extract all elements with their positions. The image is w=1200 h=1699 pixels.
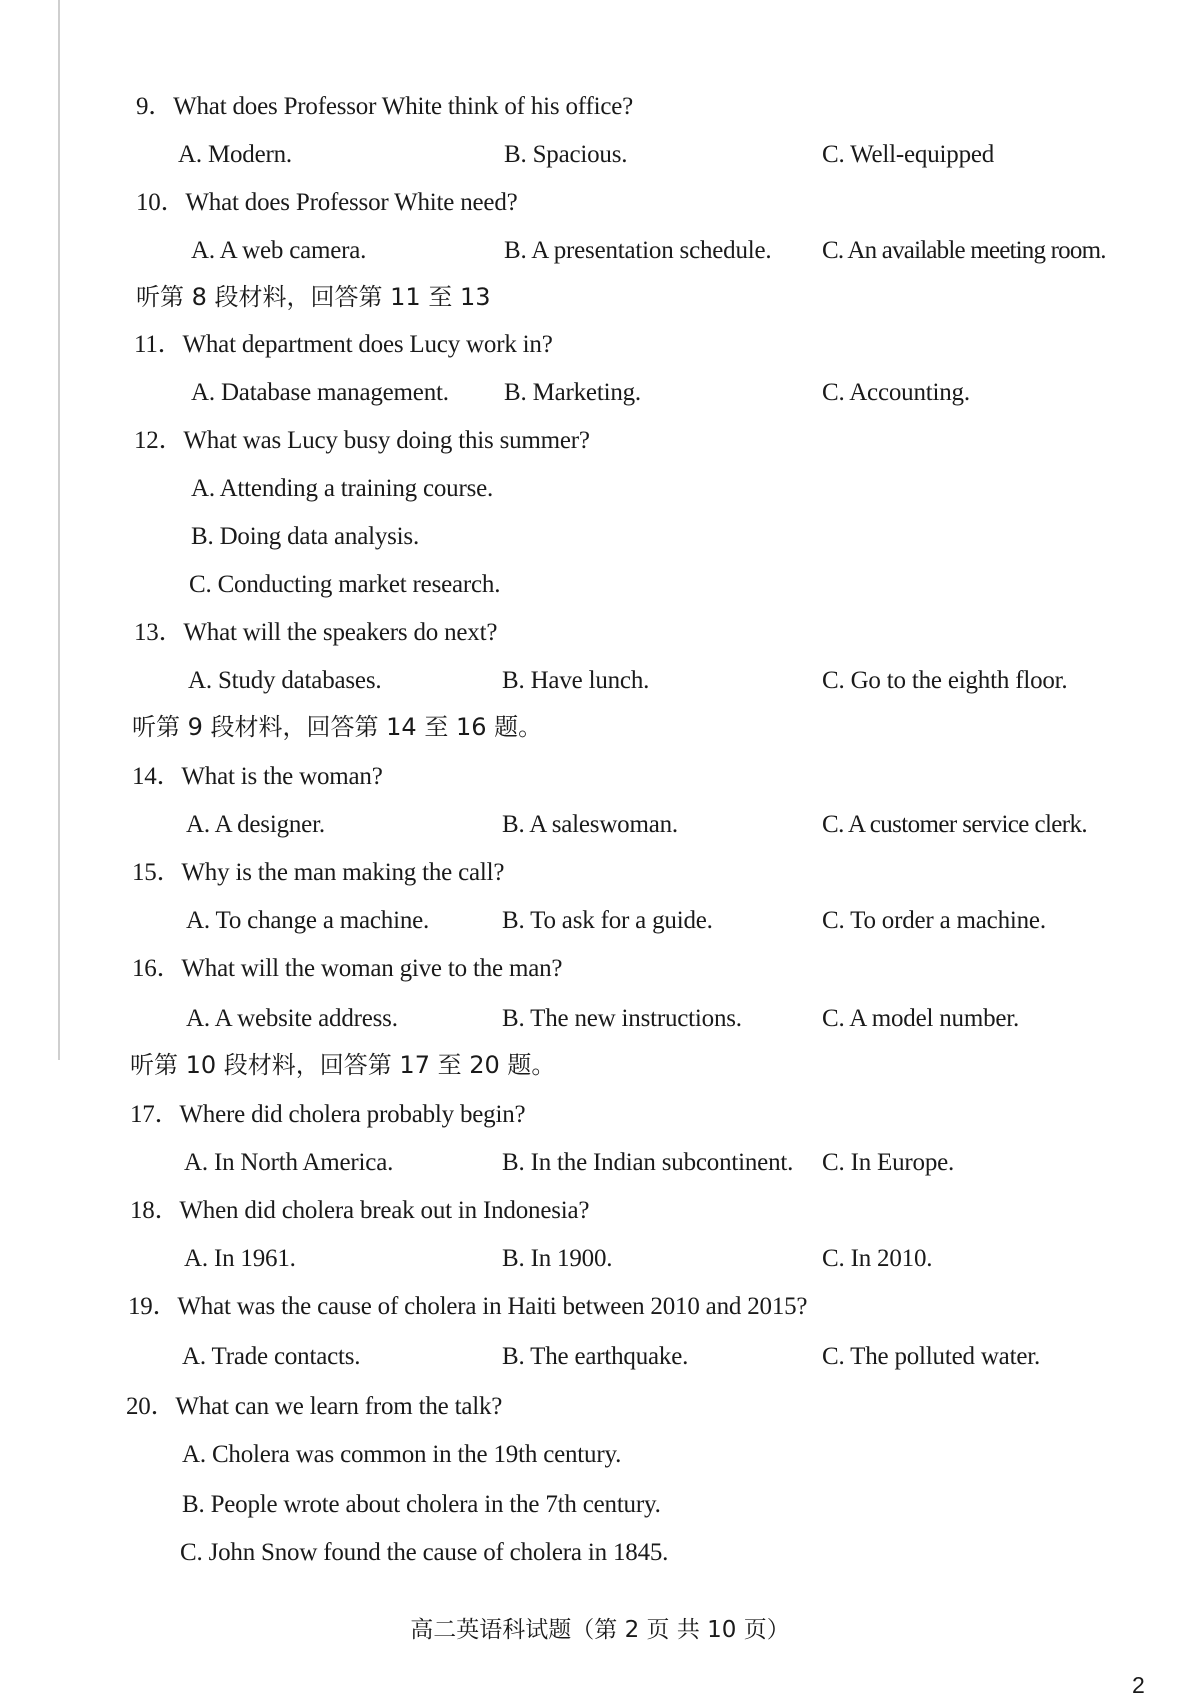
question-20-option-c: C. John Snow found the cause of cholera in 1845. [180,1539,669,1566]
question-17-option-c: C. In Europe. [822,1149,955,1176]
question-18-option-a: A. In 1961. [184,1245,296,1272]
question-14-stem: 14．What is the woman? [132,763,383,790]
question-10-option-b: B. A presentation schedule. [504,237,772,264]
question-19-option-c: C. The polluted water. [822,1343,1041,1370]
question-9-option-a: A. Modern. [178,141,292,168]
section-heading-9: 听第 9 段材料，回答第 14 至 16 题。 [132,713,543,741]
question-14-option-a: A. A designer. [186,811,325,838]
question-17-option-a: A. In North America. [184,1149,394,1176]
question-9-stem: 9．What does Professor White think of his office? [136,93,634,120]
question-17-option-b: B. In the Indian subcontinent. [502,1149,794,1176]
question-12-option-b: B. Doing data analysis. [191,523,420,550]
question-13-option-b: B. Have lunch. [502,667,650,694]
question-17-stem: 17．Where did cholera probably begin? [130,1101,526,1128]
question-16-option-b: B. The new instructions. [502,1005,742,1032]
question-18-option-c: C. In 2010. [822,1245,933,1272]
page-footer: 高二英语科试题（第 2 页 共 10 页） [410,1617,790,1643]
question-9-option-b: B. Spacious. [504,141,628,168]
question-11-option-b: B. Marketing. [504,379,641,406]
question-12-option-c: C. Conducting market research. [189,571,501,598]
question-13-option-c: C. Go to the eighth floor. [822,667,1068,694]
question-10-option-a: A. A web camera. [191,237,367,264]
question-20-option-b: B. People wrote about cholera in the 7th century. [182,1491,661,1518]
page-number: 2 [1132,1672,1145,1698]
section-heading-8: 听第 8 段材料，回答第 11 至 13 [136,283,491,311]
question-19-option-b: B. The earthquake. [502,1343,689,1370]
question-10-option-c: C. An available meeting room. [822,237,1106,264]
question-9-option-c: C. Well-equipped [822,141,995,168]
question-10-stem: 10．What does Professor White need? [136,189,518,216]
question-13-stem: 13．What will the speakers do next? [134,619,498,646]
question-19-stem: 19．What was the cause of cholera in Haiti between 2010 and 2015? [128,1293,808,1320]
question-19-option-a: A. Trade contacts. [182,1343,361,1370]
question-15-option-a: A. To change a machine. [186,907,430,934]
question-11-stem: 11．What department does Lucy work in? [134,331,553,358]
question-16-option-a: A. A website address. [186,1005,398,1032]
binding-margin-line [58,0,60,1060]
question-13-option-a: A. Study databases. [188,667,382,694]
question-11-option-c: C. Accounting. [822,379,970,406]
question-18-option-b: B. In 1900. [502,1245,613,1272]
question-14-option-b: B. A saleswoman. [502,811,678,838]
question-18-stem: 18．When did cholera break out in Indonesia? [130,1197,590,1224]
question-16-option-c: C. A model number. [822,1005,1020,1032]
question-14-option-c: C. A customer service clerk. [822,811,1088,838]
question-12-option-a: A. Attending a training course. [191,475,494,502]
question-15-option-c: C. To order a machine. [822,907,1046,934]
question-16-stem: 16．What will the woman give to the man? [132,955,563,982]
question-12-stem: 12．What was Lucy busy doing this summer? [134,427,590,454]
question-20-stem: 20．What can we learn from the talk? [126,1393,503,1420]
question-15-option-b: B. To ask for a guide. [502,907,713,934]
question-20-option-a: A. Cholera was common in the 19th century. [182,1441,622,1468]
question-15-stem: 15．Why is the man making the call? [132,859,505,886]
question-11-option-a: A. Database management. [191,379,449,406]
section-heading-10: 听第 10 段材料，回答第 17 至 20 题。 [130,1051,556,1079]
